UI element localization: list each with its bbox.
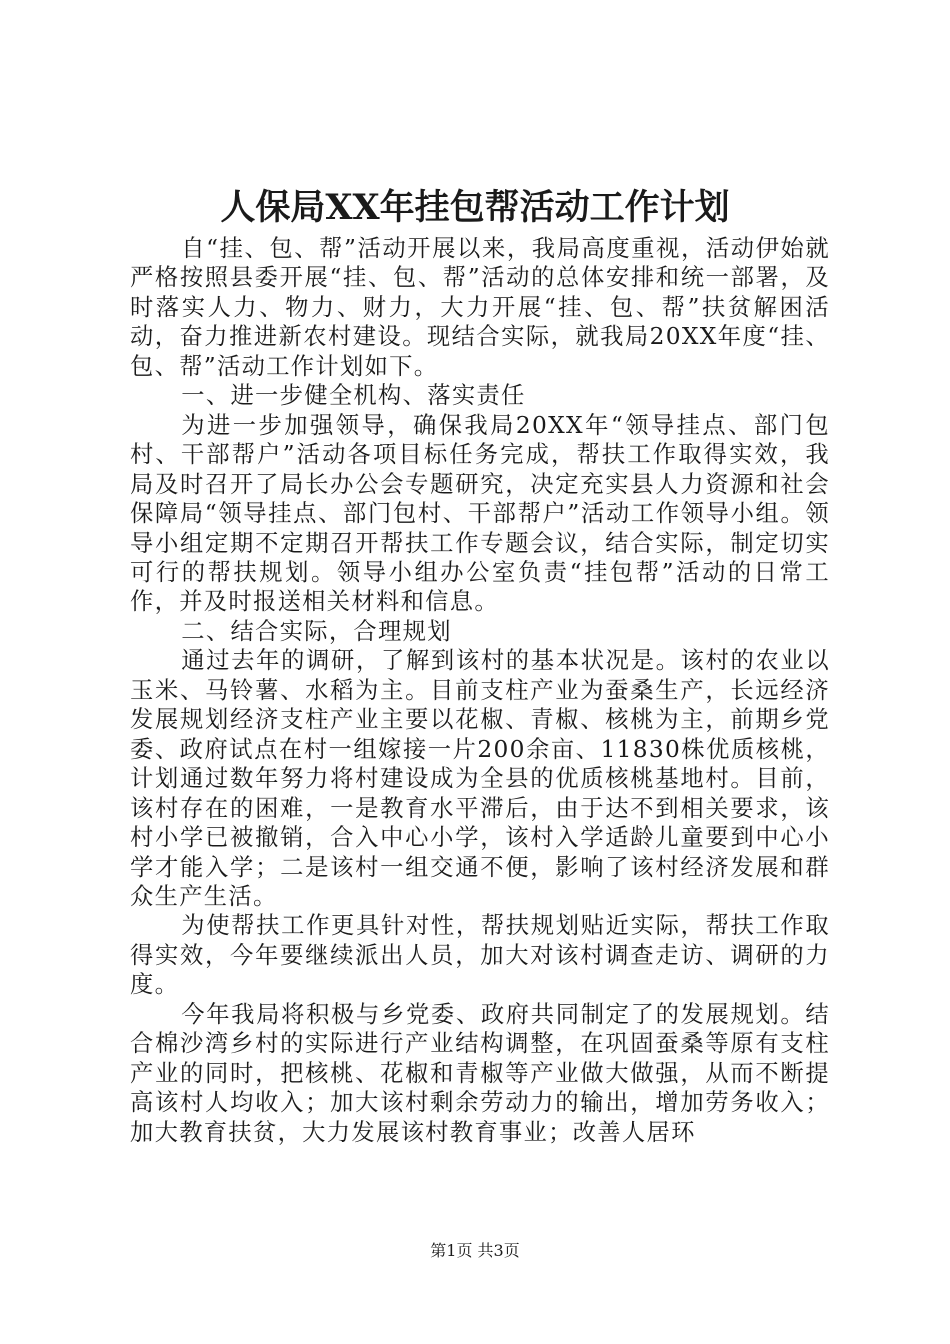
paragraph-intro: 自“挂、包、帮”活动开展以来，我局高度重视，活动伊始就严格按照县委开展“挂、包、帮”活动的总体安排和统一部署，及时落实人力、物力、财力，大力开展“挂、包、帮”扶贫解困活动，奋力推进新农村建设。现结合实际，就我局20XX年度“挂、包、帮”活动工作计划如下。 xyxy=(130,235,830,380)
section-heading-1: 一、进一步健全机构、落实责任 xyxy=(181,382,526,410)
page-footer: 第1页 共3页 xyxy=(430,1241,520,1260)
paragraph-village-status: 通过去年的调研，了解到该村的基本状况是。该村的农业以玉米、马铃薯、水稻为主。目前支柱产业为蚕桑生产，长远经济发展规划经济支柱产业主要以花椒、青椒、核桃为主，前期乡党委、政府试点在村一组嫁接一片200余亩、11830株优质核桃，计划通过数年努力将村建设成为全县的优质核桃基地村。目前，该村存在的困难，一是教育水平滞后，由于达不到相关要求，该村小学已被撤销，合入中心小学，该村入学适龄儿童要到中心小学才能入学；二是该村一组交通不便，影响了该村经济发展和群众生产生活。 xyxy=(130,647,830,910)
paragraph-targeting: 为使帮扶工作更具针对性，帮扶规划贴近实际，帮扶工作取得实效，今年要继续派出人员，加大对该村调查走访、调研的力度。 xyxy=(130,912,830,999)
section-heading-2: 二、结合实际，合理规划 xyxy=(181,617,452,645)
document-body xyxy=(130,234,830,1147)
page-title: 人保局XX年挂包帮活动工作计划 xyxy=(220,187,730,228)
paragraph-plan: 今年我局将积极与乡党委、政府共同制定了的发展规划。结合棉沙湾乡村的实际进行产业结构调整，在巩固蚕桑等原有支柱产业的同时，把核桃、花椒和青椒等产业做大做强，从而不断提高该村人均收入；加大该村剩余劳动力的输出，增加劳务收入；加大教育扶贫，大力发展该村教育事业；改善人居环 xyxy=(130,1000,830,1146)
paragraph-section-1: 为进一步加强领导，确保我局20XX年“领导挂点、部门包村、干部帮户”活动各项目标任务完成，帮扶工作取得实效，我局及时召开了局长办公会专题研究，决定充实县人力资源和社会保障局“领导挂点、部门包村、干部帮户”活动工作领导小组。领导小组定期不定期召开帮扶工作专题会议，结合实际，制定切实可行的帮扶规划。领导小组办公室负责“挂包帮”活动的日常工作，并及时报送相关材料和信息。 xyxy=(130,411,830,616)
